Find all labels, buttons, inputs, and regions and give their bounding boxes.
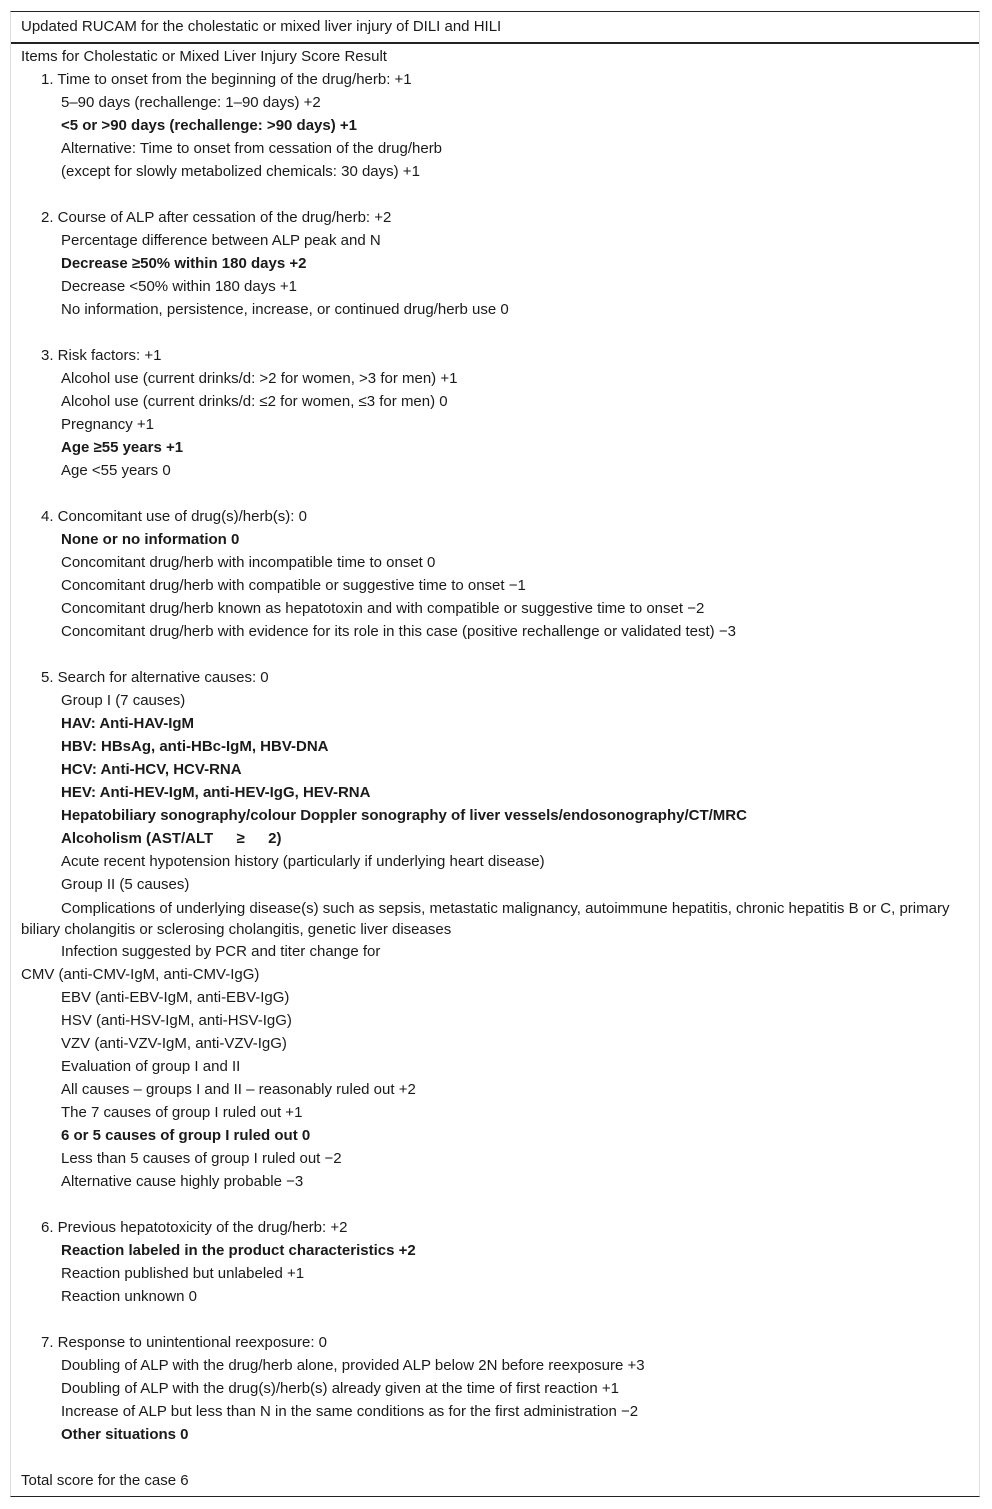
item-2-option: Decrease <50% within 180 days +1 <box>61 278 297 295</box>
item-5-option: Infection suggested by PCR and titer change for <box>61 943 381 960</box>
item-5-option: Alternative cause highly probable −3 <box>61 1173 304 1190</box>
item-5-option-selected: 6 or 5 causes of group I ruled out 0 <box>61 1127 311 1144</box>
item-6-heading: 6. Previous hepatotoxicity of the drug/herb: +2 <box>41 1219 348 1236</box>
item-5-option-selected: HCV: Anti-HCV, HCV-RNA <box>61 761 242 778</box>
item-3-option: Age <55 years 0 <box>61 462 171 479</box>
item-5-evaluation-label: Evaluation of group I and II <box>61 1058 241 1075</box>
item-7-option: Doubling of ALP with the drug(s)/herb(s) already given at the time of first reaction +1 <box>61 1380 619 1397</box>
item-7-heading: 7. Response to unintentional reexposure: 0 <box>41 1334 328 1351</box>
item-7-option-selected: Other situations 0 <box>61 1426 189 1443</box>
item-5-option: Complications of underlying disease(s) such as sepsis, metastatic malignancy, autoimmune hepatitis, chronic hepatitis B or C, primary biliary cholangitis or sclerosing cholangitis, genetic liver diseases <box>21 900 950 938</box>
item-6-option: Reaction published but unlabeled +1 <box>61 1265 305 1282</box>
item-7-option: Increase of ALP but less than N in the same conditions as for the first administration −2 <box>61 1403 639 1420</box>
item-5-group-label: Group I (7 causes) <box>61 692 186 709</box>
item-5-option: The 7 causes of group I ruled out +1 <box>61 1104 303 1121</box>
item-1-heading: 1. Time to onset from the beginning of the drug/herb: +1 <box>41 71 412 88</box>
item-5-option: HSV (anti-HSV-IgM, anti-HSV-IgG) <box>61 1012 292 1029</box>
item-5-option: Less than 5 causes of group I ruled out −2 <box>61 1150 342 1167</box>
item-1-option: 5–90 days (rechallenge: 1–90 days) +2 <box>61 94 321 111</box>
item-5-option-selected: HAV: Anti-HAV-IgM <box>61 715 195 732</box>
item-3-heading: 3. Risk factors: +1 <box>41 347 162 364</box>
item-5-option-selected: HEV: Anti-HEV-IgM, anti-HEV-IgG, HEV-RNA <box>61 784 371 801</box>
item-3-option: Alcohol use (current drinks/d: >2 for women, >3 for men) +1 <box>61 370 458 387</box>
item-4-option: Concomitant drug/herb with incompatible time to onset 0 <box>61 554 436 571</box>
item-1-option: (except for slowly metabolized chemicals: 30 days) +1 <box>61 163 420 180</box>
item-3-option: Pregnancy +1 <box>61 416 154 433</box>
item-5-option-selected: Hepatobiliary sonography/colour Doppler sonography of liver vessels/endosonography/CT/MRC <box>61 807 747 824</box>
item-5-option: EBV (anti-EBV-IgM, anti-EBV-IgG) <box>61 989 290 1006</box>
item-2-option: No information, persistence, increase, or continued drug/herb use 0 <box>61 301 509 318</box>
item-2-option-selected: Decrease ≥50% within 180 days +2 <box>61 255 307 272</box>
item-7-option: Doubling of ALP with the drug/herb alone, provided ALP below 2N before reexposure +3 <box>61 1357 645 1374</box>
item-4-option-selected: None or no information 0 <box>61 531 240 548</box>
item-5-heading: 5. Search for alternative causes: 0 <box>41 669 269 686</box>
total-score: Total score for the case 6 <box>21 1472 189 1489</box>
column-header: Items for Cholestatic or Mixed Liver Injury Score Result <box>21 48 387 65</box>
item-5-option-selected: Alcoholism (AST/ALT ≥ 2) <box>61 830 282 847</box>
item-5-option: Acute recent hypotension history (particularly if underlying heart disease) <box>61 853 545 870</box>
item-1-option-selected: <5 or >90 days (rechallenge: >90 days) +1 <box>61 117 358 134</box>
item-4-option: Concomitant drug/herb known as hepatotoxin and with compatible or suggestive time to onset −2 <box>61 600 705 617</box>
table-title-row <box>11 12 979 44</box>
rucam-table <box>10 11 980 1497</box>
item-5-option: VZV (anti-VZV-IgM, anti-VZV-IgG) <box>61 1035 287 1052</box>
item-5-option-selected: HBV: HBsAg, anti-HBc-IgM, HBV-DNA <box>61 738 329 755</box>
item-2-option: Percentage difference between ALP peak and N <box>61 232 381 249</box>
item-5-option: All causes – groups I and II – reasonably ruled out +2 <box>61 1081 416 1098</box>
item-2-heading: 2. Course of ALP after cessation of the drug/herb: +2 <box>41 209 392 226</box>
item-6-option-selected: Reaction labeled in the product characteristics +2 <box>61 1242 416 1259</box>
item-3-option: Alcohol use (current drinks/d: ≤2 for women, ≤3 for men) 0 <box>61 393 448 410</box>
item-4-option: Concomitant drug/herb with compatible or suggestive time to onset −1 <box>61 577 526 594</box>
table-title: Updated RUCAM for the cholestatic or mixed liver injury of DILI and HILI <box>21 18 502 35</box>
item-1-option: Alternative: Time to onset from cessation of the drug/herb <box>61 140 443 157</box>
item-4-option: Concomitant drug/herb with evidence for its role in this case (positive rechallenge or validated test) −3 <box>61 623 736 640</box>
item-4-heading: 4. Concomitant use of drug(s)/herb(s): 0 <box>41 508 307 525</box>
item-3-option-selected: Age ≥55 years +1 <box>61 439 184 456</box>
item-5-group-label: Group II (5 causes) <box>61 876 190 893</box>
item-5-option: CMV (anti-CMV-IgM, anti-CMV-IgG) <box>21 966 260 983</box>
item-6-option: Reaction unknown 0 <box>61 1288 197 1305</box>
